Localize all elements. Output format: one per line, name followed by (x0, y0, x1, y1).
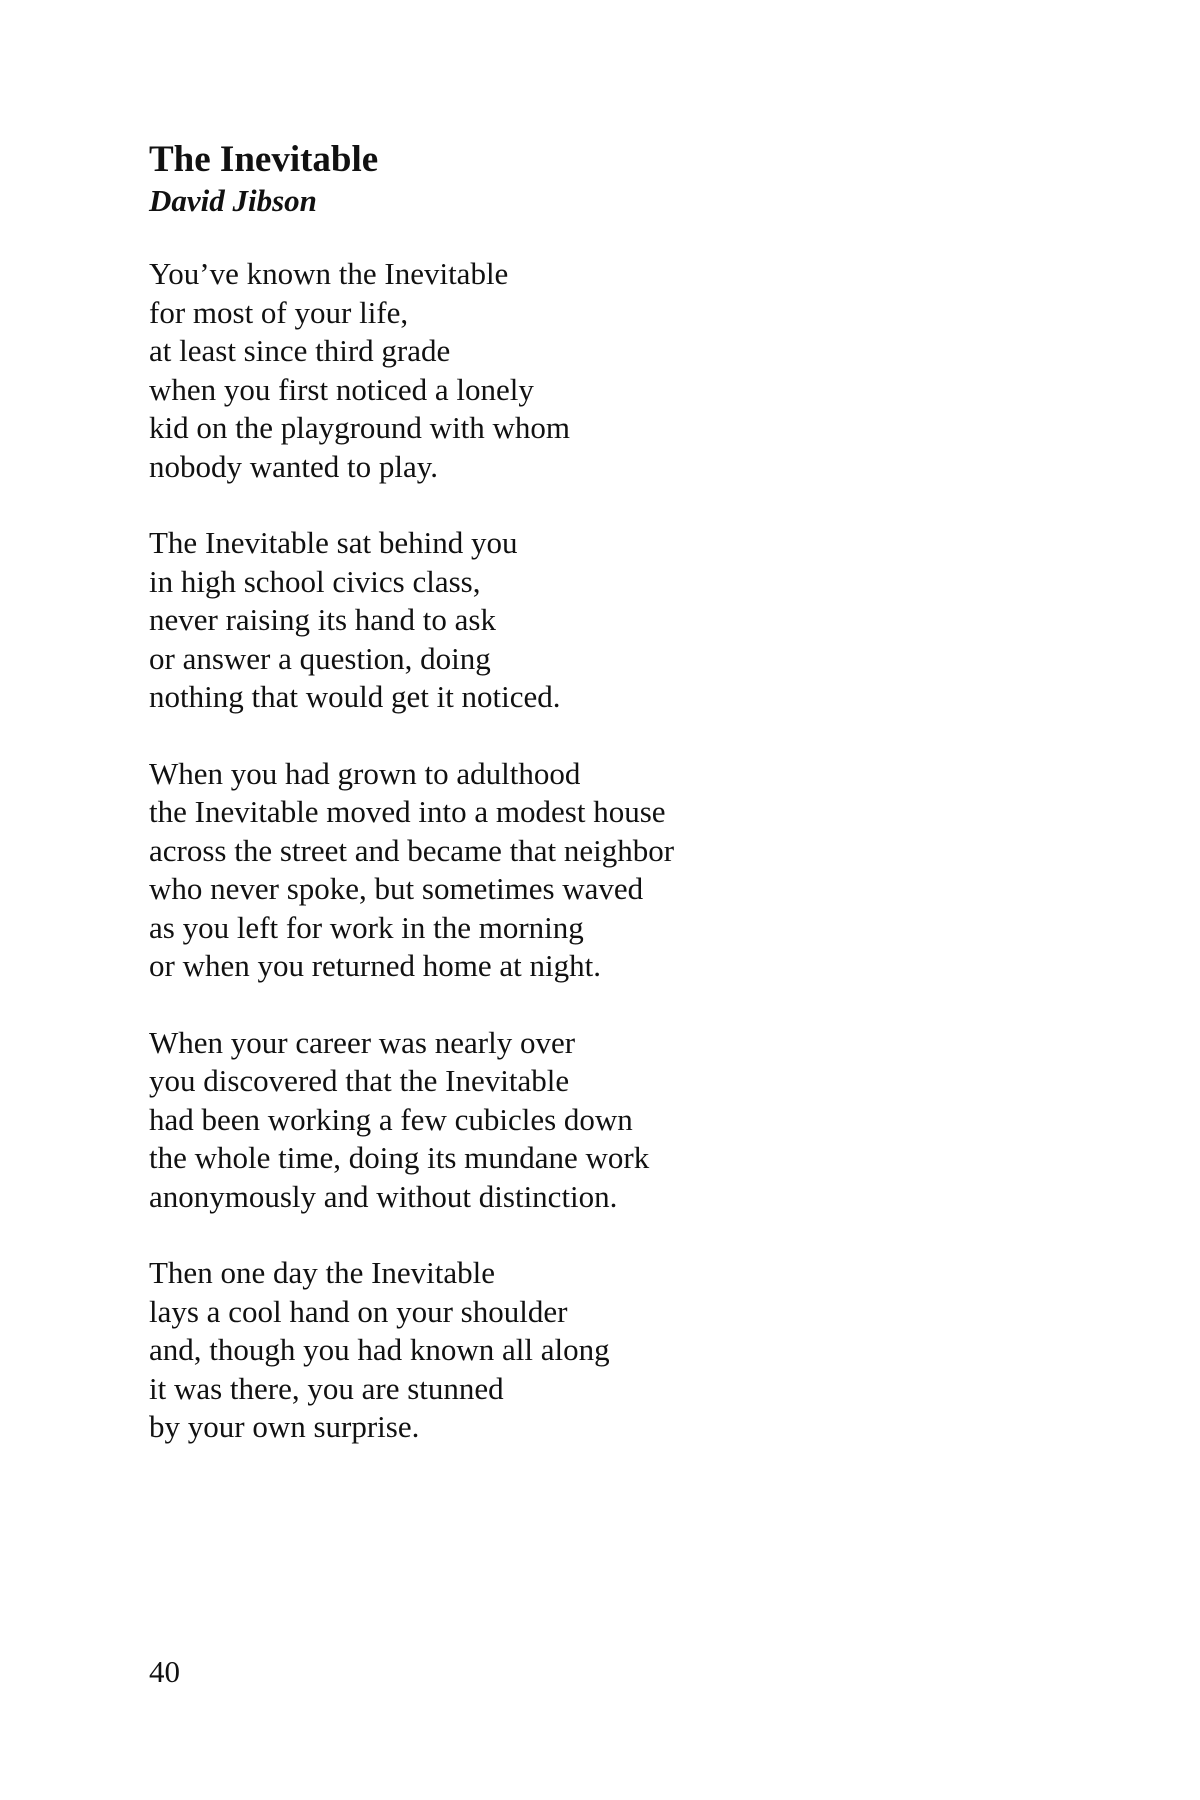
poem-line: at least since third grade (149, 333, 451, 368)
poem-line: or when you returned home at night. (149, 948, 601, 983)
poem-page (149, 138, 1149, 1485)
poem-line: never raising its hand to ask (149, 602, 496, 637)
poem-line: When your career was nearly over (149, 1024, 576, 1060)
poem-line: the Inevitable moved into a modest house (149, 794, 666, 829)
poem-line: and, though you had known all along (149, 1332, 610, 1367)
poem-line: anonymously and without distinction. (149, 1178, 618, 1214)
poem-line: had been working a few cubicles down (149, 1101, 633, 1137)
poem-line: You’ve known the Inevitable (149, 256, 509, 291)
poem-line: across the street and became that neighbor (149, 832, 675, 868)
stanza-4 (149, 1024, 1149, 1217)
poem-line: Then one day the Inevitable (149, 1255, 496, 1290)
stanza-3 (149, 755, 1149, 986)
stanza-2 (149, 524, 1149, 717)
poem-author: David Jibson (149, 183, 317, 218)
poem-line: it was there, you are stunned (149, 1370, 504, 1406)
poem-line: The Inevitable sat behind you (149, 525, 518, 560)
stanza-1 (149, 255, 1149, 486)
poem-line: as you left for work in the morning (149, 909, 584, 945)
poem-line: kid on the playground with whom (149, 410, 571, 445)
poem-line: for most of your life, (149, 294, 409, 330)
poem-line: who never spoke, but sometimes waved (149, 871, 644, 906)
poem-line: nothing that would get it noticed. (149, 679, 561, 714)
poem-line: lays a cool hand on your shoulder (149, 1293, 568, 1329)
poem-line: by your own surprise. (149, 1409, 420, 1444)
poem-line: When you had grown to adulthood (149, 755, 581, 791)
page-number: 40 (149, 1654, 180, 1689)
poem-line: or answer a question, doing (149, 640, 491, 676)
poem-line: you discovered that the Inevitable (149, 1063, 570, 1098)
stanza-5 (149, 1254, 1149, 1447)
poem-line: the whole time, doing its mundane work (149, 1140, 650, 1175)
poem-line: when you first noticed a lonely (149, 371, 534, 407)
poem-line: in high school civics class, (149, 563, 481, 599)
poem-line: nobody wanted to play. (149, 448, 438, 484)
poem-title: The Inevitable (149, 139, 379, 180)
